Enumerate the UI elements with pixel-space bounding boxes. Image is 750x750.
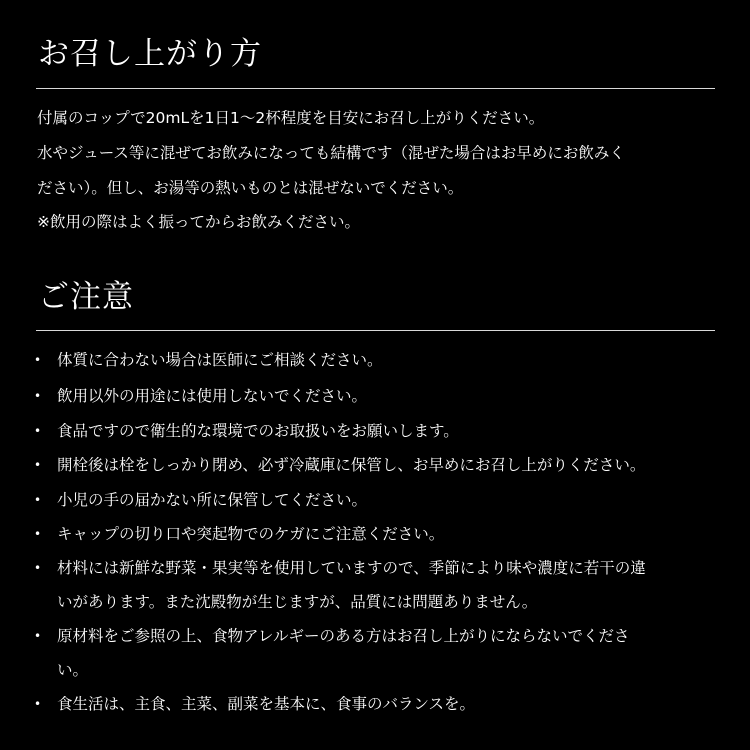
bullet-marker: • [34,389,42,403]
usage-heading: お召し上がり方 [38,36,262,72]
caution-item-4: 開栓後は栓をしっかり閉め、必ず冷蔵庫に保管し、お早めにお召し上がりください。 [57,456,646,474]
caution-item-2: 飲用以外の用途には使用しないでください。 [57,387,368,405]
usage-line-3: ださい）。但し、お湯等の熱いものとは混ぜないでください。 [37,179,464,197]
cautions-divider [36,330,715,331]
caution-item-3: 食品ですので衛生的な環境でのお取扱いをお願いします。 [57,422,459,440]
usage-divider [36,88,715,89]
caution-item-1: 体質に合わない場合は医師にご相談ください。 [57,351,383,369]
bullet-marker: • [34,353,42,367]
cautions-heading: ご注意 [38,279,134,315]
usage-line-4: ※飲用の際はよく振ってからお飲みください。 [37,213,360,231]
bullet-marker: • [34,697,42,711]
bullet-marker: • [34,493,42,507]
caution-item-7-line-2: いがあります。また沈殿物が生じますが、品質には問題ありません。 [57,593,538,611]
bullet-marker: • [34,458,42,472]
caution-item-8-line-1: 原材料をご参照の上、食物アレルギーのある方はお召し上がりにならないでくださ [57,627,630,645]
bullet-marker: • [34,527,42,541]
caution-item-8-line-2: い。 [57,661,89,679]
bullet-marker: • [34,561,42,575]
bullet-marker: • [34,629,42,643]
bullet-marker: • [34,424,42,438]
caution-item-6: キャップの切り口や突起物でのケガにご注意ください。 [57,525,445,543]
usage-line-1: 付属のコップで20mLを1日1～2杯程度を目安にお召し上がりください。 [37,109,545,127]
caution-item-5: 小児の手の届かない所に保管してください。 [57,491,368,509]
usage-line-2: 水やジュース等に混ぜてお飲みになっても結構です（混ぜた場合はお早めにお飲みく [37,144,625,162]
caution-item-7-line-1: 材料には新鮮な野菜・果実等を使用していますので、季節により味や濃度に若干の違 [57,559,646,577]
caution-item-9: 食生活は、主食、主菜、副菜を基本に、食事のバランスを。 [57,695,476,713]
